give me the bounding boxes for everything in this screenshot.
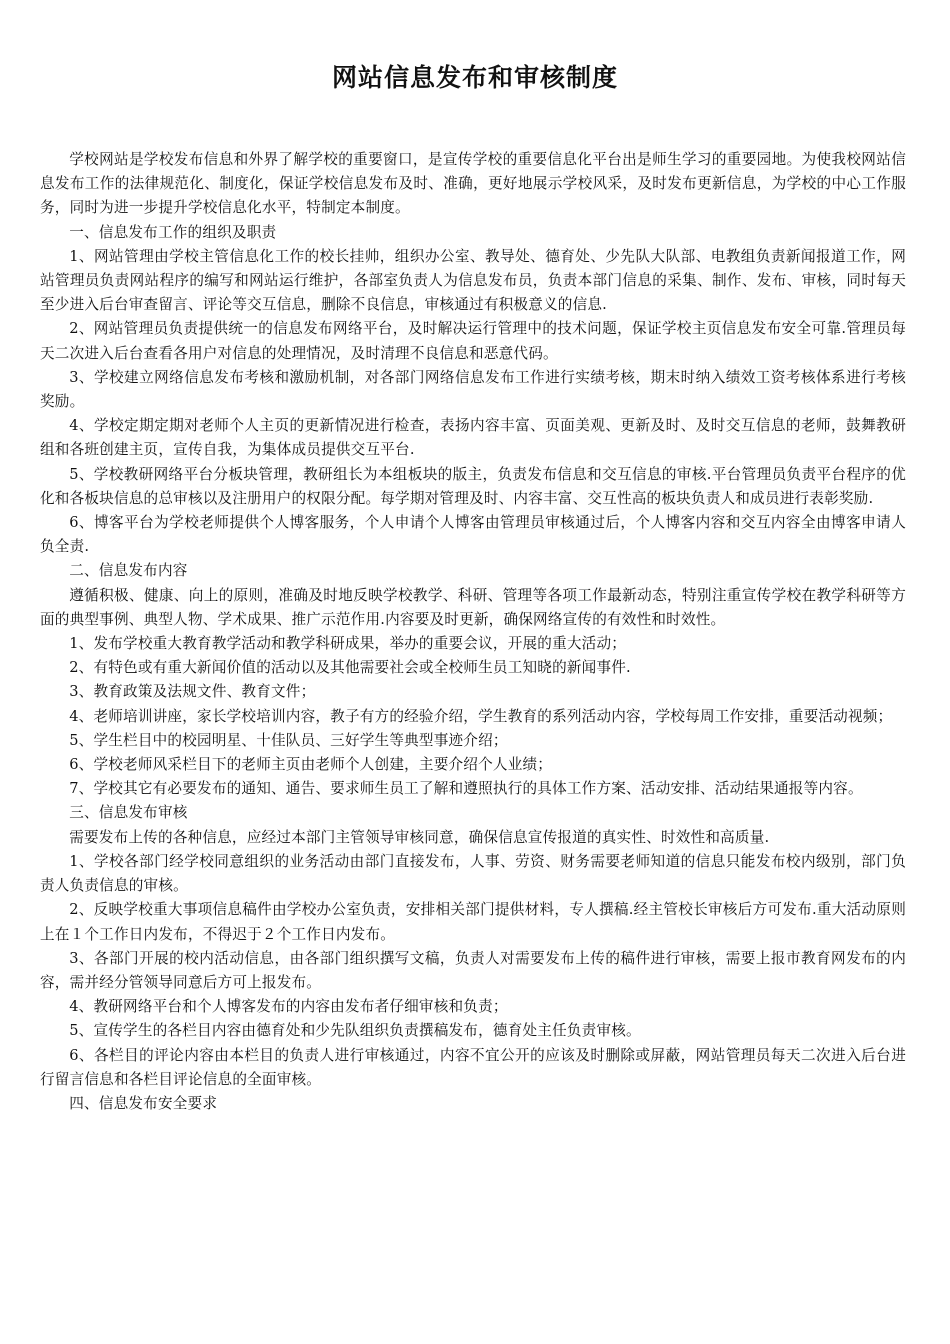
document-body [40, 148, 906, 1116]
section-2-item-3: 3、教育政策及法规文件、教育文件； [69, 683, 316, 701]
section-1-item-3: 3、学校建立网络信息发布考核和激励机制，对各部门网络信息发布工作进行实绩考核，期末时纳入绩效工资考核体系进行考核奖励。 [40, 368, 906, 411]
section-heading-3: 三、信息发布审核 [69, 804, 188, 822]
section-1-item-5: 5、学校教研网络平台分板块管理，教研组长为本组板块的版主，负责发布信息和交互信息的审核.平台管理员负责平台程序的优化和各板块信息的总审核以及注册用户的权限分配。每学期对管理及时、内容丰富、交互性高的板块负责人和成员进行表彰奖励. [40, 465, 906, 507]
section-3-intro: 需要发布上传的各种信息，应经过本部门主管领导审核同意，确保信息宣传报道的真实性、时效性和高质量. [69, 828, 770, 846]
section-heading-1: 一、信息发布工作的组织及职责 [69, 223, 277, 241]
section-3-item-1: 1、学校各部门经学校同意组织的业务活动由部门直接发布，人事、劳资、财务需要老师知道的信息只能发布校内级别，部门负责人负责信息的审核。 [40, 852, 906, 895]
section-2-item-2: 2、有特色或有重大新闻价值的活动以及其他需要社会或全校师生员工知晓的新闻事件. [69, 659, 631, 677]
section-1-item-1: 1、网站管理由学校主管信息化工作的校长挂帅，组织办公室、教导处、德育处、少先队大队部、电教组负责新闻报道工作，网站管理员负责网站程序的编写和网站运行维护，各部室负责人为信息发布员，负责本部门信息的采集、制作、发布、审核，同时每天至少进入后台审查留言、评论等交互信息，删除不良信息，审核通过有积极意义的信息. [40, 247, 906, 314]
section-2-item-7: 7、学校其它有必要发布的通知、通告、要求师生员工了解和遵照执行的具体工作方案、活动安排、活动结果通报等内容。 [69, 780, 863, 798]
section-1-item-4: 4、学校定期定期对老师个人主页的更新情况进行检查，表扬内容丰富、页面美观、更新及时、及时交互信息的老师，鼓舞教研组和各班创建主页，宣传自我，为集体成员提供交互平台. [40, 417, 906, 459]
intro-paragraph: 学校网站是学校发布信息和外界了解学校的重要窗口，是宣传学校的重要信息化平台出是师生学习的重要园地。为使我校网站信息发布工作的法律规范化、制度化，保证学校信息发布及时、准确，更好地展示学校风采，及时发布更新信息，为学校的中心工作服务，同时为进一步提升学校信息化水平，特制定本制度。 [40, 151, 906, 217]
document-title: 网站信息发布和审核制度 [331, 63, 618, 92]
section-3-item-3: 3、各部门开展的校内活动信息，由各部门组织撰写文稿，负责人对需要发布上传的稿件进行审核，需要上报市教育网发布的内容，需并经分管领导同意后方可上报发布。 [40, 949, 906, 991]
section-2-item-6: 6、学校老师风采栏目下的老师主页由老师个人创建，主要介绍个人业绩； [69, 756, 553, 774]
section-heading-4: 四、信息发布安全要求 [69, 1094, 218, 1112]
section-2-intro: 遵循积极、健康、向上的原则，准确及时地反映学校教学、科研、管理等各项工作最新动态，特别注重宣传学校在教学科研等方面的典型事例、典型人物、学术成果、推广示范作用.内容要及时更新，确保网络宣传的有效性和时效性。 [40, 586, 906, 628]
section-heading-2: 二、信息发布内容 [69, 562, 188, 580]
section-2-item-4: 4、老师培训讲座，家长学校培训内容，教子有方的经验介绍，学生教育的系列活动内容，学校每周工作安排，重要活动视频； [69, 707, 893, 725]
section-3-item-5: 5、宣传学生的各栏目内容由德育处和少先队组织负责撰稿发布，德育处主任负责审核。 [69, 1022, 641, 1040]
section-3-item-2: 2、反映学校重大事项信息稿件由学校办公室负责，安排相关部门提供材料，专人撰稿.经主管校长审核后方可发布.重大活动原则上在１个工作日内发布，不得迟于２个工作日内发布。 [40, 901, 906, 943]
section-2-item-5: 5、学生栏目中的校园明星、十佳队员、三好学生等典型事迹介绍； [69, 731, 508, 749]
section-1-item-6: 6、博客平台为学校老师提供个人博客服务，个人申请个人博客由管理员审核通过后，个人博客内容和交互内容全由博客申请人负全责. [40, 514, 906, 556]
section-3-item-4: 4、教研网络平台和个人博客发布的内容由发布者仔细审核和负责； [69, 998, 508, 1016]
section-3-item-6: 6、各栏目的评论内容由本栏目的负责人进行审核通过，内容不宜公开的应该及时删除或屏蔽，网站管理员每天二次进入后台进行留言信息和各栏目评论信息的全面审核。 [40, 1046, 906, 1088]
section-1-item-2: 2、网站管理员负责提供统一的信息发布网络平台，及时解决运行管理中的技术问题，保证学校主页信息发布安全可靠.管理员每天二次进入后台查看各用户对信息的处理情况，及时清理不良信息和恶意代码。 [40, 320, 906, 362]
section-2-item-1: 1、发布学校重大教育教学活动和教学科研成果，举办的重要会议，开展的重大活动； [69, 635, 627, 653]
